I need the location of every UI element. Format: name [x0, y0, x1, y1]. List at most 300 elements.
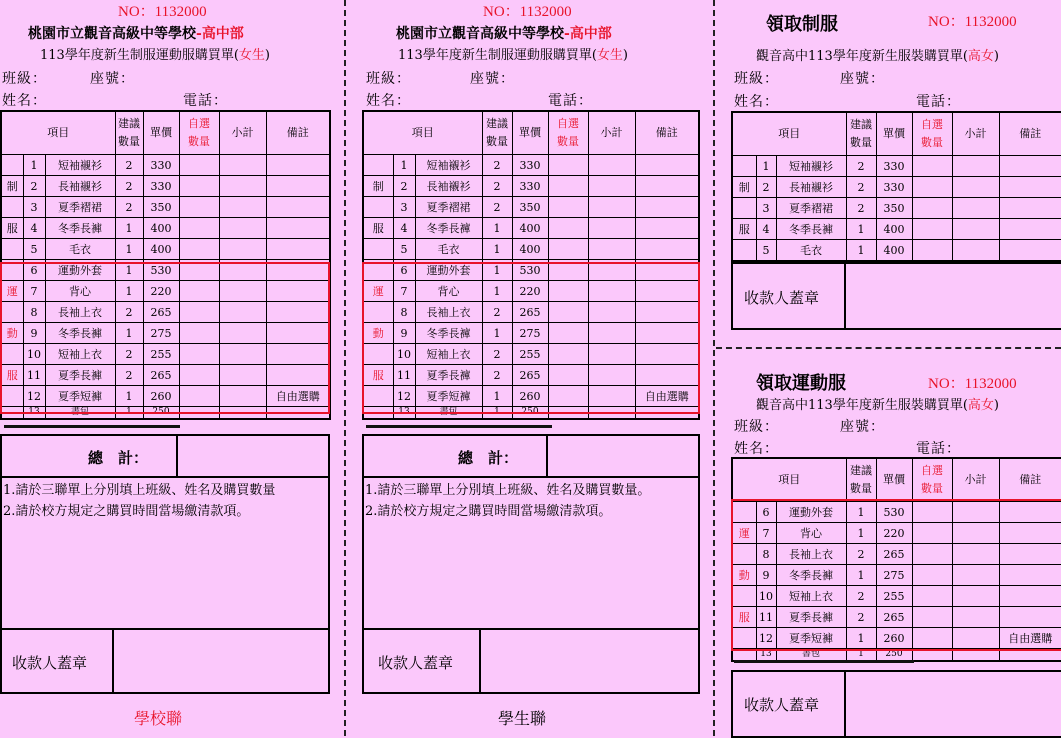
col-self-b: 數量: [557, 135, 580, 148]
item-price: 265: [512, 365, 548, 386]
item-qty: 2: [482, 176, 512, 197]
item-name: 冬季長褲: [415, 323, 482, 344]
category-cell: [1, 386, 23, 407]
item-note: [999, 177, 1061, 198]
item-name: 書包: [415, 407, 482, 420]
item-row: [363, 323, 699, 344]
class-label: 班級：: [366, 71, 411, 87]
category-cell: 運: [363, 281, 393, 302]
item-price: 220: [876, 523, 912, 544]
header-row: [1, 111, 330, 155]
form-title: 觀音高中113學年度新生服裝購買單(高女): [756, 49, 999, 64]
school-title: 桃園市立觀音高級中等學校-高中部: [28, 26, 244, 42]
item-price: 400: [876, 240, 912, 262]
item-name: 書包: [45, 407, 115, 420]
item-name: 夏季長褲: [415, 365, 482, 386]
header-row: [363, 111, 699, 155]
serial-number: NO：1132000: [928, 376, 1017, 392]
receipt-title: 領取制服: [766, 14, 838, 35]
item-no: 9: [23, 323, 45, 344]
item-price: 330: [512, 176, 548, 197]
item-subtotal: [952, 544, 999, 565]
item-row: [1, 155, 330, 176]
item-note: [266, 407, 330, 420]
item-self-qty: [179, 344, 219, 365]
seat-label: 座號：: [840, 71, 885, 87]
item-self-qty: [179, 197, 219, 218]
item-note: [999, 565, 1061, 586]
item-price: 330: [876, 177, 912, 198]
item-note: [266, 197, 330, 218]
category-cell: [1, 407, 23, 420]
strike-line: [734, 660, 914, 663]
item-qty: 2: [115, 365, 143, 386]
item-subtotal: [952, 565, 999, 586]
item-name: 毛衣: [415, 239, 482, 260]
item-row: [363, 407, 699, 420]
serial-number: NO：1132000: [118, 4, 207, 20]
category-cell: 動: [1, 323, 23, 344]
item-note: [266, 302, 330, 323]
item-subtotal: [219, 197, 266, 218]
col-price: 單價: [876, 112, 912, 156]
item-note: [999, 198, 1061, 219]
item-qty: 1: [846, 219, 876, 240]
item-price: 530: [512, 260, 548, 281]
strike-line: [4, 425, 180, 428]
item-name: 冬季長褲: [415, 218, 482, 239]
category-cell: 服: [732, 219, 756, 240]
item-subtotal: [952, 523, 999, 544]
item-self-qty: [179, 281, 219, 302]
notes-text: 1.請於三聯單上分別填上班級、姓名及購買數量。 2.請於校方規定之購買時間當場繳清款項。: [365, 483, 651, 519]
item-price: 255: [143, 344, 179, 365]
item-self-qty: [179, 155, 219, 176]
seat-label: 座號：: [840, 419, 885, 435]
item-note: [266, 176, 330, 197]
category-cell: [732, 502, 756, 523]
item-row: [732, 586, 1061, 607]
item-qty: 2: [115, 302, 143, 323]
item-note: [266, 281, 330, 302]
item-self-qty: [548, 281, 588, 302]
item-note: [635, 155, 699, 176]
item-no: 6: [756, 502, 776, 523]
item-subtotal: [588, 260, 635, 281]
col-suggested-b: 數量: [118, 135, 141, 148]
category-cell: [363, 386, 393, 407]
item-price: 530: [876, 502, 912, 523]
item-self-qty: [548, 386, 588, 407]
item-row: [732, 219, 1061, 240]
item-no: 3: [393, 197, 415, 218]
item-note: [266, 260, 330, 281]
item-note: [266, 239, 330, 260]
col-suggested-b: 數量: [486, 135, 509, 148]
item-subtotal: [219, 260, 266, 281]
item-self-qty: [912, 156, 952, 177]
item-subtotal: [588, 239, 635, 260]
item-note: [635, 323, 699, 344]
item-price: 400: [512, 218, 548, 239]
item-note: [635, 218, 699, 239]
item-note: 自由選購: [266, 386, 330, 407]
item-price: 400: [512, 239, 548, 260]
seat-label: 座號：: [90, 71, 135, 87]
item-no: 13: [393, 407, 415, 420]
item-self-qty: [912, 628, 952, 649]
category-cell: 制: [732, 177, 756, 198]
item-no: 9: [393, 323, 415, 344]
category-cell: [1, 302, 23, 323]
item-name: 短袖上衣: [45, 344, 115, 365]
item-subtotal: [952, 649, 999, 662]
phone-label: 電話：: [548, 93, 593, 109]
item-note: [266, 323, 330, 344]
stamp-label: 收款人蓋章: [12, 654, 88, 672]
item-qty: 1: [846, 523, 876, 544]
item-price: 275: [876, 565, 912, 586]
item-self-qty: [548, 197, 588, 218]
item-name: 冬季長褲: [45, 218, 115, 239]
item-price: 260: [876, 628, 912, 649]
col-suggested: [115, 111, 143, 155]
item-self-qty: [548, 176, 588, 197]
item-name: 夏季短褲: [415, 386, 482, 407]
item-price: 400: [143, 239, 179, 260]
item-note: [635, 302, 699, 323]
item-row: [1, 239, 330, 260]
item-name: 夏季長褲: [776, 607, 846, 628]
item-name: 短袖上衣: [415, 344, 482, 365]
item-row: [1, 323, 330, 344]
col-suggested-b: 數量: [850, 136, 873, 149]
item-subtotal: [219, 344, 266, 365]
item-no: 13: [756, 649, 776, 662]
item-self-qty: [548, 344, 588, 365]
item-no: 7: [393, 281, 415, 302]
item-note: [266, 155, 330, 176]
class-label: 班級：: [734, 419, 779, 435]
col-note: 備註: [999, 458, 1061, 502]
item-no: 5: [393, 239, 415, 260]
item-self-qty: [912, 607, 952, 628]
category-cell: [732, 198, 756, 219]
header-row: [732, 112, 1061, 156]
item-price: 250: [143, 407, 179, 420]
item-row: [732, 240, 1061, 262]
item-self-qty: [548, 302, 588, 323]
item-price: 265: [512, 302, 548, 323]
item-price: 265: [876, 544, 912, 565]
item-subtotal: [588, 323, 635, 344]
item-qty: 1: [115, 260, 143, 281]
item-note: [635, 239, 699, 260]
item-note: [999, 586, 1061, 607]
item-name: 短袖襯衫: [415, 155, 482, 176]
item-qty: 1: [482, 407, 512, 420]
item-note: [999, 544, 1061, 565]
item-name: 夏季褶裙: [776, 198, 846, 219]
item-self-qty: [179, 176, 219, 197]
item-note: 自由選購: [635, 386, 699, 407]
item-qty: 1: [846, 649, 876, 662]
item-no: 2: [756, 177, 776, 198]
item-price: 350: [143, 197, 179, 218]
item-subtotal: [588, 365, 635, 386]
item-self-qty: [912, 523, 952, 544]
stamp-label: 收款人蓋章: [744, 696, 820, 714]
item-note: [635, 407, 699, 420]
order-table: [362, 110, 700, 420]
item-price: 255: [876, 586, 912, 607]
item-row: [732, 177, 1061, 198]
col-item: 項目: [732, 458, 846, 502]
item-no: 4: [756, 219, 776, 240]
item-qty: 1: [115, 386, 143, 407]
item-name: 運動外套: [776, 502, 846, 523]
phone-label: 電話：: [916, 441, 961, 457]
name-label: 姓名：: [734, 94, 779, 110]
form-title: 觀音高中113學年度新生服裝購買單(高女): [756, 398, 999, 413]
item-price: 265: [143, 365, 179, 386]
item-row: [732, 544, 1061, 565]
cut-line-1: [344, 0, 346, 736]
item-row: [363, 155, 699, 176]
item-price: 530: [143, 260, 179, 281]
item-no: 5: [756, 240, 776, 262]
item-qty: 2: [846, 156, 876, 177]
item-self-qty: [548, 218, 588, 239]
item-qty: 2: [846, 586, 876, 607]
item-name: 冬季長褲: [776, 219, 846, 240]
item-price: 275: [512, 323, 548, 344]
item-subtotal: [219, 407, 266, 420]
item-note: [635, 176, 699, 197]
item-name: 長袖襯衫: [45, 176, 115, 197]
category-cell: [1, 155, 23, 176]
col-self: [912, 112, 952, 156]
item-no: 10: [23, 344, 45, 365]
item-qty: 1: [846, 240, 876, 262]
item-no: 1: [393, 155, 415, 176]
item-price: 400: [143, 218, 179, 239]
stamp-label: 收款人蓋章: [378, 654, 454, 672]
item-row: [732, 565, 1061, 586]
item-subtotal: [952, 219, 999, 240]
category-cell: [1, 239, 23, 260]
item-qty: 1: [115, 218, 143, 239]
item-self-qty: [548, 407, 588, 420]
col-subtotal: 小計: [952, 112, 999, 156]
category-cell: [1, 260, 23, 281]
item-row: [1, 386, 330, 407]
item-subtotal: [219, 386, 266, 407]
item-note: [635, 344, 699, 365]
item-subtotal: [952, 156, 999, 177]
item-no: 11: [23, 365, 45, 386]
total-box: [362, 434, 700, 478]
col-suggested-b: 數量: [850, 482, 873, 495]
item-row: [1, 176, 330, 197]
item-subtotal: [588, 197, 635, 218]
col-price: 單價: [143, 111, 179, 155]
item-row: [363, 260, 699, 281]
item-subtotal: [219, 365, 266, 386]
item-no: 8: [23, 302, 45, 323]
item-no: 8: [393, 302, 415, 323]
item-price: 265: [876, 607, 912, 628]
item-price: 350: [512, 197, 548, 218]
category-cell: 服: [363, 365, 393, 386]
category-cell: [732, 156, 756, 177]
category-cell: 服: [363, 218, 393, 239]
item-self-qty: [548, 365, 588, 386]
item-note: 自由選購: [999, 628, 1061, 649]
item-qty: 1: [115, 407, 143, 420]
item-qty: 1: [482, 281, 512, 302]
item-name: 冬季長褲: [45, 323, 115, 344]
item-subtotal: [588, 386, 635, 407]
item-no: 4: [393, 218, 415, 239]
col-subtotal: 小計: [952, 458, 999, 502]
item-self-qty: [912, 177, 952, 198]
item-name: 長袖上衣: [415, 302, 482, 323]
item-qty: 2: [115, 155, 143, 176]
col-suggested-a: 建議: [850, 118, 873, 131]
col-price: 單價: [876, 458, 912, 502]
item-no: 2: [23, 176, 45, 197]
item-no: 11: [393, 365, 415, 386]
category-cell: 制: [363, 176, 393, 197]
item-no: 7: [23, 281, 45, 302]
category-cell: [732, 628, 756, 649]
item-row: [1, 197, 330, 218]
col-self: [912, 458, 952, 502]
item-self-qty: [179, 260, 219, 281]
item-subtotal: [952, 628, 999, 649]
seat-label: 座號：: [470, 71, 515, 87]
receipt-title: 領取運動服: [756, 373, 846, 394]
item-name: 背心: [45, 281, 115, 302]
category-cell: 服: [732, 607, 756, 628]
item-price: 255: [512, 344, 548, 365]
category-cell: [1, 344, 23, 365]
category-cell: [363, 239, 393, 260]
item-subtotal: [219, 218, 266, 239]
item-note: [999, 523, 1061, 544]
col-note: 備註: [635, 111, 699, 155]
item-note: [999, 502, 1061, 523]
col-self-a: 自選: [921, 464, 944, 477]
category-cell: 運: [1, 281, 23, 302]
uniform-table: [731, 111, 1061, 262]
item-self-qty: [912, 198, 952, 219]
item-subtotal: [588, 281, 635, 302]
col-self-a: 自選: [557, 117, 580, 130]
category-cell: [363, 344, 393, 365]
item-row: [363, 344, 699, 365]
item-self-qty: [179, 239, 219, 260]
item-qty: 2: [482, 365, 512, 386]
order-table: [0, 110, 331, 420]
col-suggested: [846, 458, 876, 502]
item-no: 12: [23, 386, 45, 407]
item-note: [266, 344, 330, 365]
form-title: 113學年度新生制服運動服購買單(女生): [40, 48, 270, 63]
item-qty: 1: [482, 323, 512, 344]
item-name: 運動外套: [415, 260, 482, 281]
col-self: [179, 111, 219, 155]
col-suggested: [846, 112, 876, 156]
item-no: 4: [23, 218, 45, 239]
col-item: 項目: [732, 112, 846, 156]
item-self-qty: [548, 155, 588, 176]
item-self-qty: [912, 649, 952, 662]
item-row: [1, 344, 330, 365]
item-note: [999, 156, 1061, 177]
item-no: 9: [756, 565, 776, 586]
item-self-qty: [912, 565, 952, 586]
phone-label: 電話：: [916, 94, 961, 110]
form-title: 113學年度新生制服運動服購買單(女生): [398, 48, 628, 63]
item-qty: 2: [846, 607, 876, 628]
item-qty: 2: [482, 302, 512, 323]
item-row: [363, 197, 699, 218]
col-self-a: 自選: [921, 118, 944, 131]
item-name: 長袖襯衫: [415, 176, 482, 197]
col-item: 項目: [363, 111, 482, 155]
item-row: [1, 365, 330, 386]
total-label: 總 計：: [458, 449, 519, 467]
item-price: 260: [512, 386, 548, 407]
item-name: 短袖襯衫: [45, 155, 115, 176]
category-cell: [732, 240, 756, 262]
col-self-b: 數量: [188, 135, 211, 148]
item-row: [732, 156, 1061, 177]
item-qty: 1: [115, 281, 143, 302]
col-self: [548, 111, 588, 155]
item-subtotal: [219, 323, 266, 344]
item-price: 260: [143, 386, 179, 407]
item-row: [732, 523, 1061, 544]
category-cell: [363, 197, 393, 218]
item-self-qty: [179, 365, 219, 386]
item-self-qty: [912, 586, 952, 607]
item-name: 夏季褶裙: [45, 197, 115, 218]
item-subtotal: [219, 281, 266, 302]
col-self-a: 自選: [188, 117, 211, 130]
item-subtotal: [588, 218, 635, 239]
category-cell: 運: [732, 523, 756, 544]
item-name: 長袖上衣: [45, 302, 115, 323]
col-item: 項目: [1, 111, 115, 155]
serial-number: NO：1132000: [483, 4, 572, 20]
item-name: 長袖襯衫: [776, 177, 846, 198]
item-no: 3: [23, 197, 45, 218]
item-price: 330: [876, 156, 912, 177]
item-no: 6: [393, 260, 415, 281]
item-qty: 1: [482, 218, 512, 239]
header-row: [732, 458, 1061, 502]
item-self-qty: [912, 240, 952, 262]
item-price: 275: [143, 323, 179, 344]
item-qty: 1: [115, 239, 143, 260]
class-label: 班級：: [734, 71, 779, 87]
col-suggested: [482, 111, 512, 155]
item-note: [266, 218, 330, 239]
item-price: 400: [876, 219, 912, 240]
